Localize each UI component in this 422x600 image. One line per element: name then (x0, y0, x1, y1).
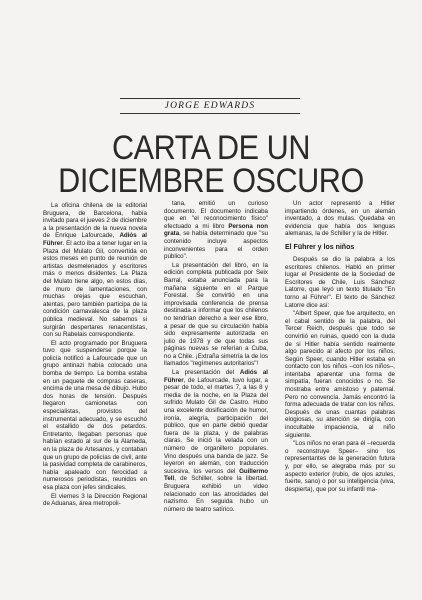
text-run: , de Lafourcade, tuvo lugar, a pesar de todo, el martes 7, a las 8 y media de la noche, en la Plaza del sufrido Mulato Gil de Castro. Hubo una excelente dosificación de humor, ironía, alegría, participación del público, que en parte debió quedar fuera de la plaza, y de palabras claras. Se inició la velada con un número de organillero populares. Vino después una banda de jazz. Se leyeron en alemán, con traducción sucesiva, los versos del (164, 376, 268, 475)
column-3-intro (285, 200, 395, 238)
author-byline: JORGE EDWARDS (120, 98, 300, 114)
text-run: "Albert Speer, que fue arquitecto, en el cabal sentido de la palabra, del Tercer Reich, después que todo se convirtió en ruinas, quedó con la duda de si Hitler había sentido realmente algo parecido al afecto por los niños. Según Speer, cuando Hitler estaba en contacto con los niños –con los niños–, intentaba aparentar una forma de simpatía, fueran conocidos o no. Se mostraba entre amistoso y paternal. Pero no convencía. Jamás encontró la forma adecuada de tratar con los niños. Después de unas cuantas palabras elogiosas, su atención se dirigía, con inocultable impaciencia, al niño siguiente. (285, 310, 395, 439)
article-title (57, 129, 365, 200)
text-run: La presentación del (172, 369, 240, 377)
text-column-1 (43, 202, 147, 594)
paragraph (43, 493, 147, 508)
text-run: Un actor representó a Hitler impartiendo órdenes, en un alemán inventado, a dos mulas. Quedaba en evidencia que había dos lenguas alemanas, la de Schiller y la de Hitler. (285, 200, 395, 238)
paragraph (285, 440, 395, 493)
paragraph (43, 202, 147, 339)
text-run: , se había determinado que "su contenido incluye aspectos inconvenientes para el orden público". (164, 230, 268, 261)
text-run: La presentación del libro, en la edición completa publicada por Seix Barral, estaba anunciada para la mañana siguiente en el Parque Forestal. Se convirtió en una improvisada conferencia de prensa destinada a informar que los chilenos no tendrían derecho a leer ese libro, a pesar de que su circulación había sido expresamente autorizada en julio de 1978 y de que todas sus páginas nuevas se referían a Cuba, no a Chile. ¡Extraña simetría la de los llamados "regímenes autoritarios"! (164, 261, 268, 368)
text-run: . El acto iba a tener lugar en la Plaza del Mulato Gil, convertida en estos meses en punto de reunión de artistas desmelenados y escritores más o menos disidentes. La Plaza del Mulato tiene algo, en estos días, de muro de lamentaciones, con muchas orejas que escuchan, atentas, pero también participa de la condición carnavalesca de la plaza pública medieval. No sabemos si surgirán despertares renacentistas, con su Rabelais correspondiente. (43, 239, 147, 339)
text-run: , de Schiller, sobre la libertad. Bruguera exhibió un video relacionado con las atrocidades del nazismo. En seguida hubo un número de teatro satírico. (164, 475, 268, 513)
text-run: tana, emitió un curioso documento. El documento indicaba que en "el reconocimiento físico" efectuado a mi libro (164, 200, 268, 230)
paragraph (43, 340, 147, 492)
bold-title-run: Adiós al Führer (164, 369, 268, 384)
text-run: El viernes 3 la Dirección Regional de Aduanas, área metropoli- (43, 492, 147, 508)
text-column-3 (285, 200, 395, 592)
text-run: La oficina chilena de la editorial Bruguera, de Barcelona, había invitado para el jueves 2 de diciembre a la presentación de la nueva novela de Enrique Lafourcade, (43, 202, 147, 240)
bold-title-run: Guillermo Tell (164, 467, 268, 483)
paragraph (285, 310, 395, 439)
text-run: "Los niños no eran para él –recuerda o reconstruye Speer– sino los representantes de la generación futura y, por ello, se alegraba más por su aspecto exterior (rubio, de ojos azules, fuerte, sano) o por su inteligencia (viva, despierta), que por su infantil ma- (285, 440, 395, 493)
text-run: Después se dio la palabra a los escritores chilenos. Habló en primer lugar el Presidente de la Sociedad de Escritores de Chile, Luis Sánchez Latorre, que leyó un texto titulado "En torno al Führer". El texto de Sánchez Latorre dice así: (285, 255, 395, 309)
section-subhead: El Führer y los niños (285, 243, 355, 251)
paragraph (285, 256, 395, 309)
paragraph (164, 369, 268, 513)
bold-title-run: Persona non grata (164, 222, 268, 238)
paragraph (164, 200, 268, 261)
column-3-section (285, 256, 395, 493)
title-line-1: CARTA DE UN (112, 129, 310, 167)
article-body (43, 200, 393, 595)
paragraph (285, 200, 395, 238)
text-column-2 (164, 200, 268, 592)
bold-title-run: Adiós al Führer (43, 232, 147, 247)
text-run: El acto programado por Bruguera tuvo que suspenderse porque la policía notificó a Lafourcade que un grupo antinazi había colocado una bomba de tiempo. La bomba estaba en un paquete de compras caseras, encima de una mesa de dibujo. Hubo dos horas de tensión. Después llegaron camionetas con especialistas, provistos del instrumental adecuado, y se escuchó el estallido de dos petardos. Entretanto, llegaban personas que habían estado al sur de la Alameda, en la plaza de Artesanos, y contaban que un grupo de policías de civil, ante la pasividad completa de carabineros, había apaleado con ferocidad a numerosos periodistas, reunidos en esa plaza con jefes sindicales. (43, 339, 147, 491)
paragraph (164, 262, 268, 368)
title-line-2: DICIEMBRE OSCURO (58, 162, 364, 200)
